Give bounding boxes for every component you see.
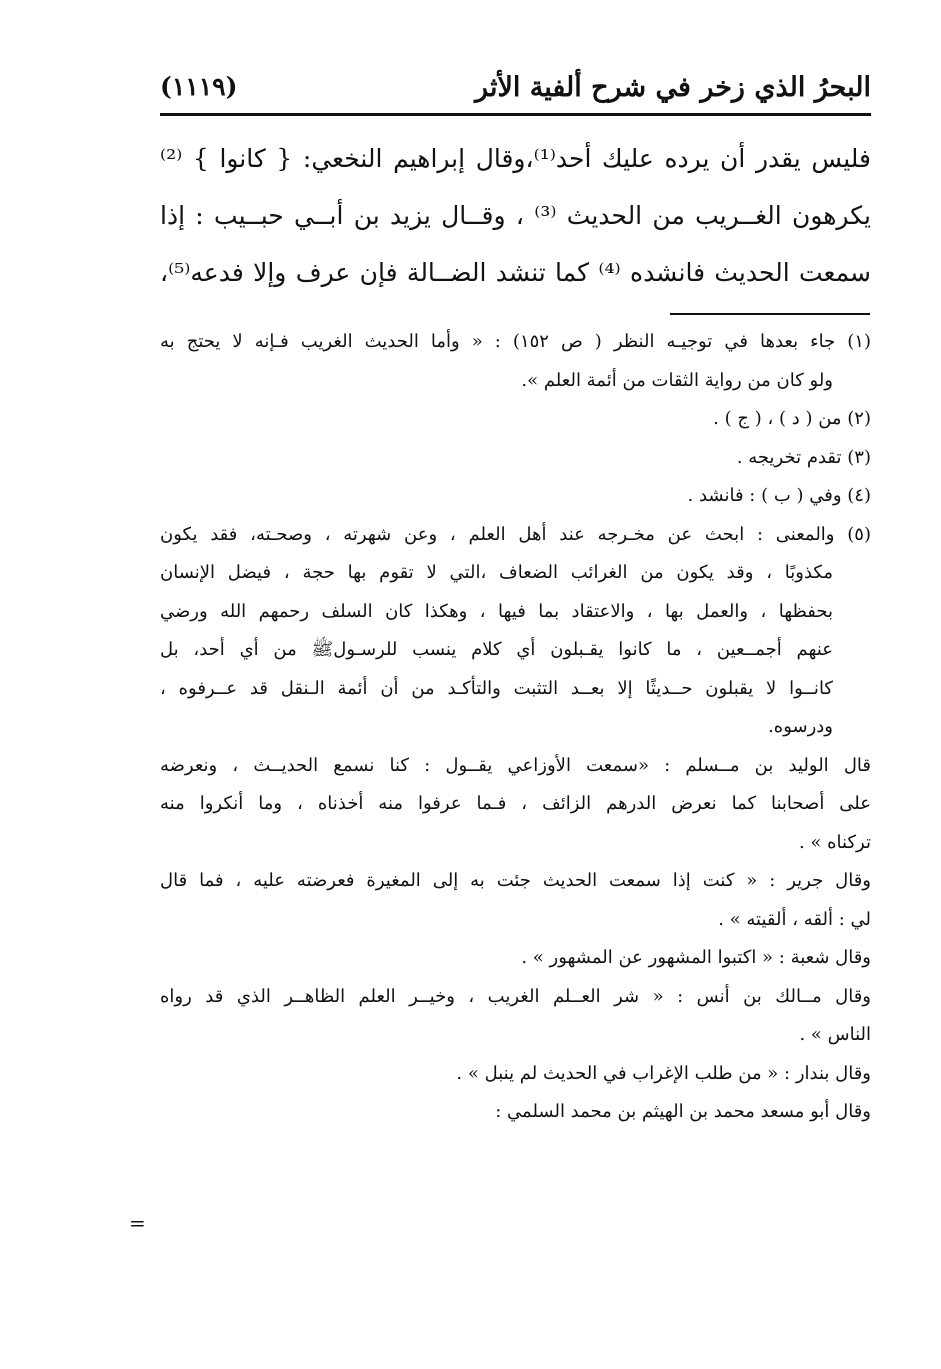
footnote-line: الناس » .: [799, 1024, 871, 1045]
footnote-line: ودرسوه.: [768, 716, 833, 737]
footnote-line: على أصحابنا كما نعرض الدرهم الزائف ، فـما عرفوا منه أخذناه ، وما أنكروا منه: [160, 793, 871, 814]
footnote-line: وقال أبو مسعد محمد بن الهيثم بن محمد السلمي :: [495, 1101, 871, 1122]
footnote-line: بحفظها ، والعمل بها ، والاعتقاد بما فيها ، وهكذا كان السلف رحمهم الله ورضي: [160, 600, 833, 622]
footnote-line: عنهم أجمــعين ، ما كانوا يقـبلون أي كلام ينسب للرسـولﷺ من أي أحد، بل: [160, 639, 833, 660]
header-rule: [160, 113, 871, 116]
footnote-line: قال الوليد بن مــسلم : «سمعت الأوزاعي يقــول : كنا نسمع الحديــث ، ونعرضه: [160, 754, 871, 776]
footnotes: [160, 323, 871, 1132]
page-header: [160, 70, 871, 110]
running-title: البحرُ الذي زخر في شرح ألفية الأثر: [475, 72, 871, 103]
footnote-line: وقال جرير : « كنت إذا سمعت الحديث جئت به إلى المغيرة فعرضته عليه ، فما قال: [160, 870, 871, 891]
footnote-line: (١) جاء بعدها في توجيـه النظر ( ص ١٥٢) : « وأما الحديث الغريب فـإنه لا يحتج به: [160, 331, 871, 352]
footnote-line: كانــوا لا يقبلون حــديثًا إلا بعــد التثبت والتأكـد من أن أئمة الـنقل قد عــرفوه ،: [160, 677, 833, 699]
footnote-line: (٤) وفي ( ب ) : فانشد .: [687, 485, 871, 506]
margin-mark: =: [129, 1211, 146, 1235]
footnote-line: ولو كان من رواية الثقات من أئمة العلم ».: [521, 369, 833, 391]
footnote-line: (٣) تقدم تخريجه .: [736, 446, 871, 468]
footnote-line: (٢) من ( د ) ، ( ج ) .: [713, 408, 871, 429]
main-text-line: يكرهون الغــريب من الحديث ⁽³⁾ ، وقــال يزيد بن أبــي حبــيب : إذا: [160, 201, 871, 230]
footnote-line: وقال بندار : « من طلب الإغراب في الحديث لم ينبل » .: [456, 1062, 871, 1084]
footnote-separator: [670, 313, 870, 315]
main-text: [160, 130, 871, 301]
footnote-line: (٥) والمعنى : ابحث عن مخـرجه عند أهل العلم ، وعن شهرته ، وصحـته، فقد يكون: [160, 523, 871, 545]
footnote-line: وقال شعبة : « اكتبوا المشهور عن المشهور » .: [521, 947, 871, 968]
footnote-line: مكذوبًا ، وقد يكون من الغرائب الضعاف ،التي لا تقوم بها حجة ، فيضل الإنسان: [160, 562, 833, 583]
footnote-line: لي : ألقه ، ألقيته » .: [718, 908, 871, 930]
footnote-line: وقال مــالك بن أنس : « شر العــلم الغريب ، وخيــر العلم الظاهــر الذي قد رواه: [160, 985, 871, 1007]
footnote-line: تركناه » .: [798, 831, 871, 853]
main-text-line: فليس يقدر أن يرده عليك أحد⁽¹⁾،وقال إبراهيم النخعي: { كانوا } ⁽²⁾: [160, 144, 872, 173]
main-text-line: سمعت الحديث فانشده ⁽⁴⁾ كما تنشد الضــالة فإن عرف وإلا فدعه⁽⁵⁾،: [160, 258, 872, 287]
page-number: (١١١٩): [160, 72, 238, 101]
